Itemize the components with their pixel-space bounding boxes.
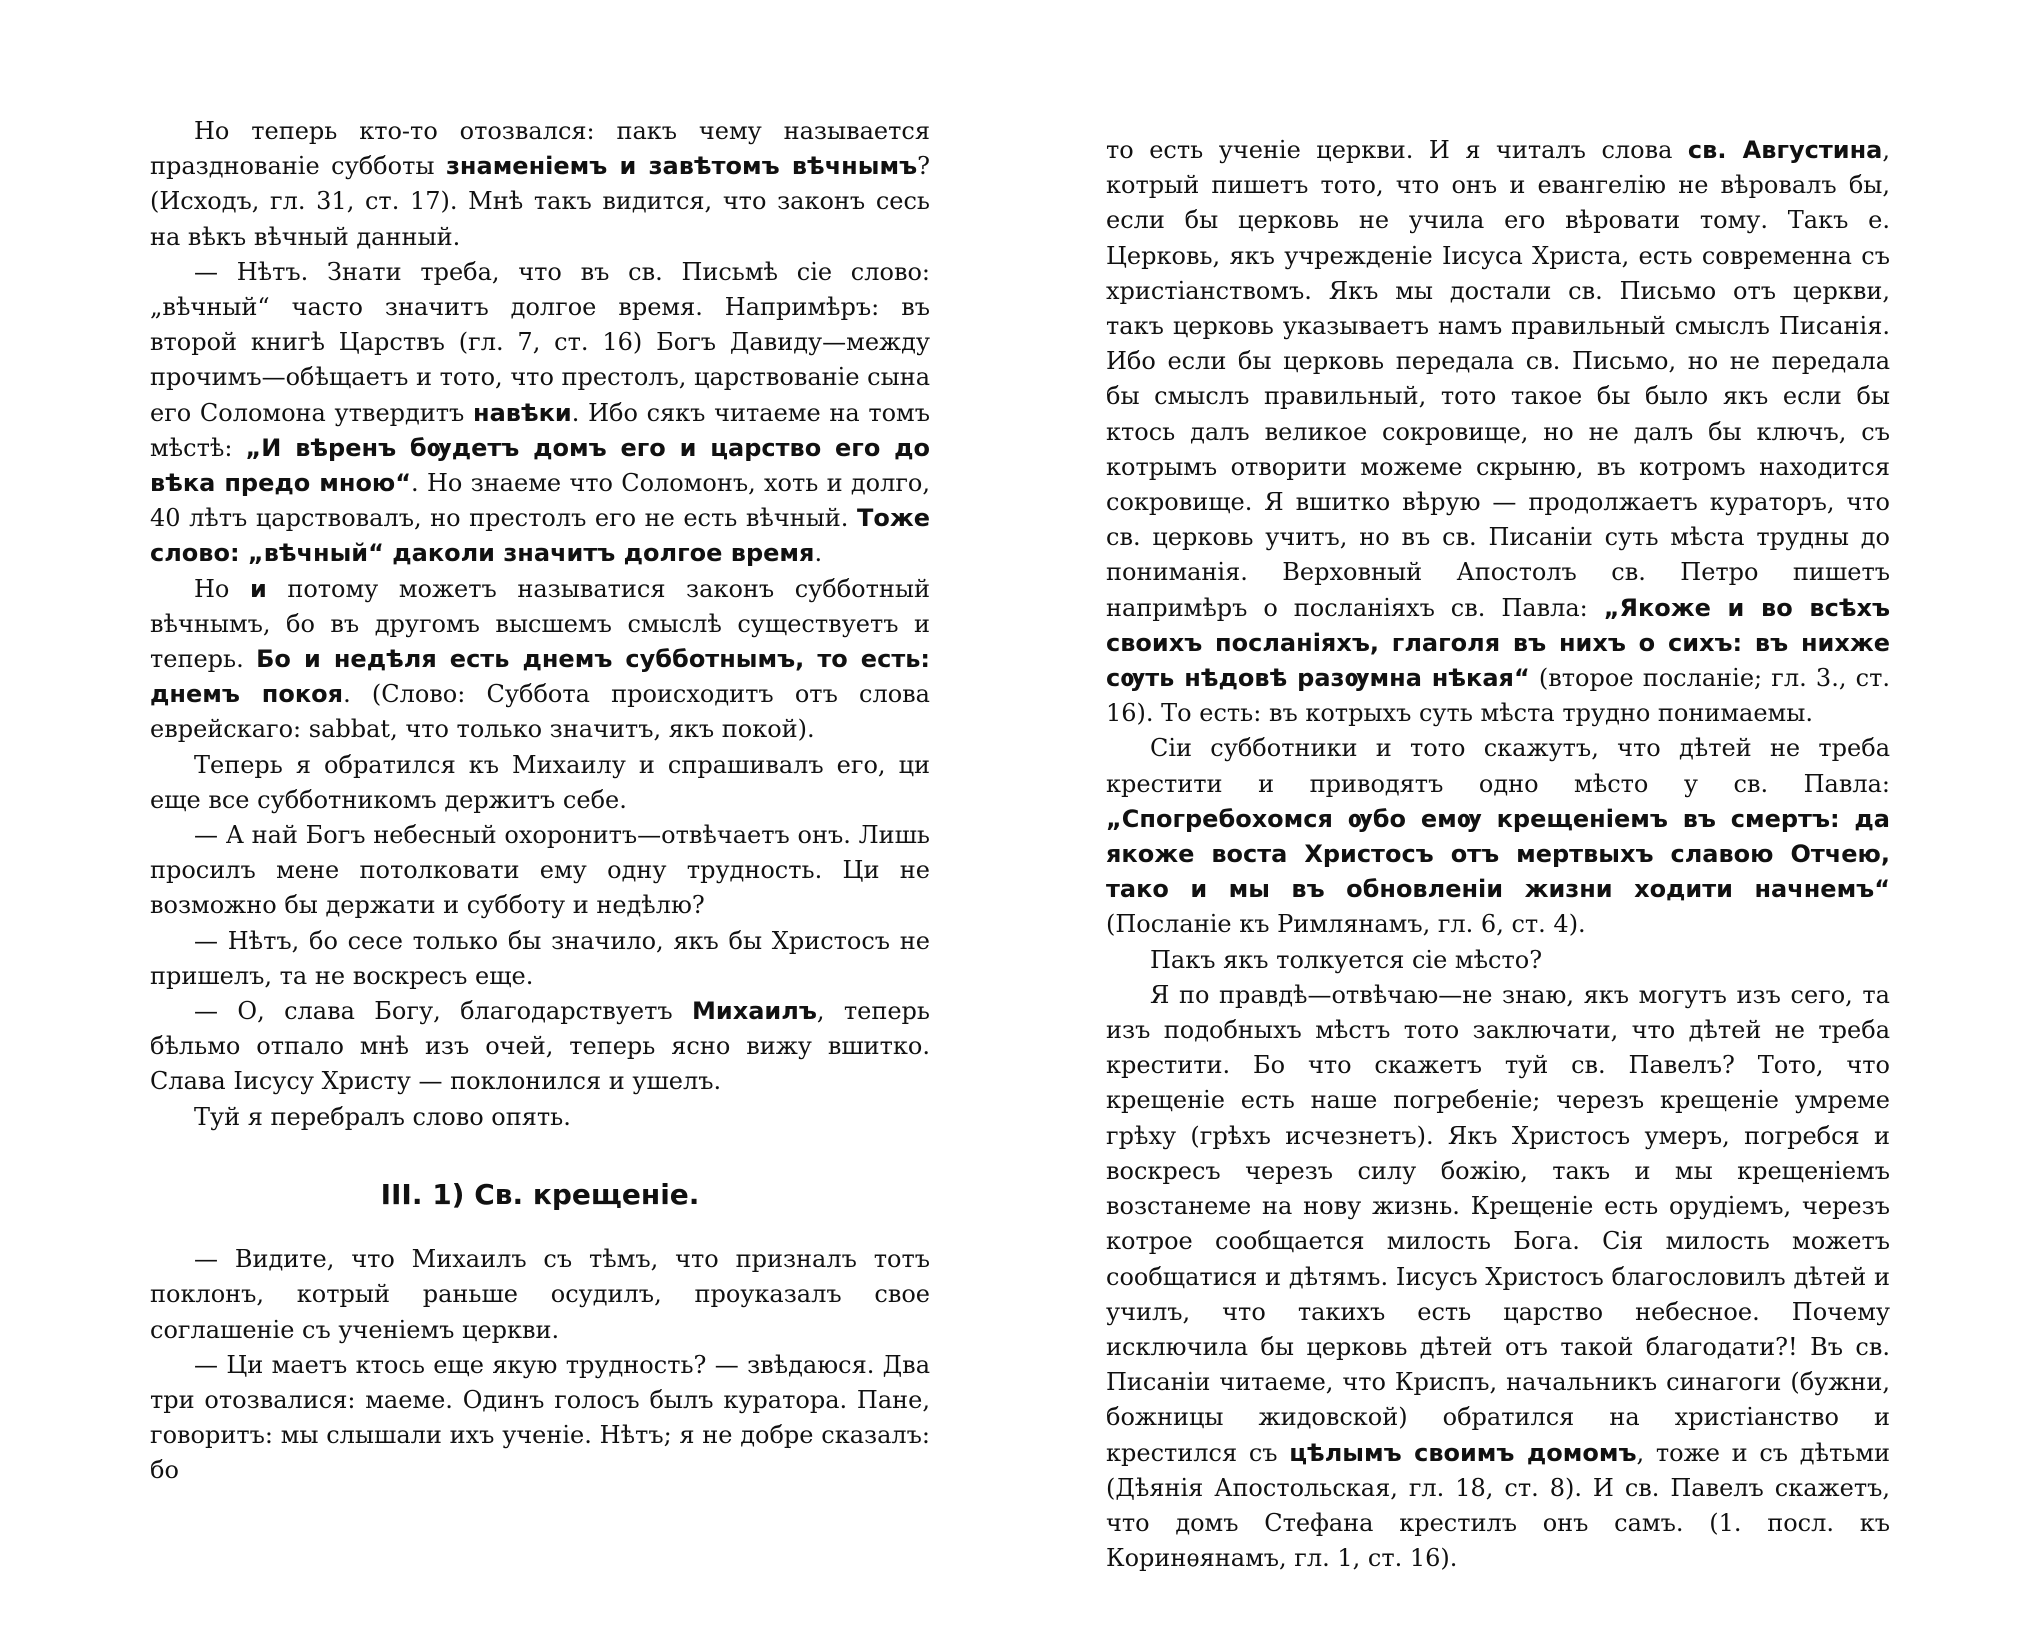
text-run: — Нѣтъ. Знати треба, что въ св. Письмѣ сіе слово: „вѣчный“ часто значитъ долгое время. Напримѣръ: въ второй книгѣ Царствъ (гл. 7, ст. 16) Богъ Давиду—между прочимъ—обѣщаетъ и тото, что престолъ, царствованіе сына его Соломона утвердитъ <box>150 257 930 427</box>
text-run: , теперь бѣльмо отпало мнѣ изъ очей, теперь ясно вижу вшитко. Слава Іисусу Христу — поклонился и ушелъ. <box>150 997 930 1096</box>
bold-text: и <box>249 574 267 603</box>
right-page-body <box>1106 133 1890 1576</box>
text-run: Но <box>194 574 250 603</box>
text-run: (Посланіе къ Римлянамъ, гл. 6, ст. 4). <box>1106 910 1586 939</box>
text-run: то есть ученіе церкви. И я читалъ слова <box>1106 136 1688 164</box>
paragraph <box>150 924 930 994</box>
section-heading: III. 1) Св. крещеніе. <box>380 1177 700 1211</box>
bold-text: цѣлымъ своимъ домомъ <box>1289 1438 1637 1467</box>
text-run: . (Слово: Суббота происходитъ отъ слова еврейскаго: sabbat, что только значитъ, якъ покой). <box>150 680 930 744</box>
left-page <box>150 0 930 1614</box>
text-run: . <box>814 539 823 568</box>
bold-text: св. Августина <box>1687 136 1883 164</box>
text-run: Сіи субботники и тото скажутъ, что дѣтей не треба крестити и приводятъ одно мѣсто у св. Павла: <box>1106 734 1890 798</box>
paragraph <box>150 748 930 818</box>
paragraph <box>150 255 930 572</box>
bold-text: Тоже слово: „вѣчный“ даколи значитъ долгое время <box>150 504 930 568</box>
text-run: потому можетъ называтися законъ субботный вѣчнымъ, бо въ другомъ высшемъ смыслѣ существуетъ и теперь. <box>150 574 930 674</box>
text-run: Туй я перебралъ слово опять. <box>194 1102 571 1131</box>
text-run: — А най Богъ небесный охоронитъ—отвѣчаетъ онъ. Лишь просилъ мене потолковати ему одну трудность. Ци не возможно бы держати и субботу и недѣлю? <box>150 821 930 920</box>
right-page <box>1106 0 1890 1633</box>
text-run: Пакъ якъ толкуется сіе мѣсто? <box>1150 945 1543 974</box>
text-run: . Ибо сякъ читаеме на томъ мѣстѣ: <box>150 398 930 462</box>
left-page-body-after-heading <box>150 1242 930 1488</box>
paragraph <box>150 994 930 1100</box>
text-run: , тоже и съ дѣтьми (Дѣянія Апостольская, гл. 18, ст. 8). И св. Павелъ скажетъ, что домъ Стефана крестилъ онъ самъ. (1. посл. къ Коринѳянамъ, гл. 1, ст. 16). <box>1106 1438 1891 1573</box>
text-run: Но теперь кто-то отозвался: пакъ чему называется празднованіе субботы <box>150 117 930 181</box>
text-run: (второе посланіе; гл. 3., ст. 16). То есть: въ котрыхъ суть мѣста трудно понимаемы. <box>1106 664 1890 728</box>
paragraph <box>150 818 930 924</box>
text-run: — Видите, что Михаилъ съ тѣмъ, что призналъ тотъ поклонъ, котрый раньше осудилъ, проуказалъ свое соглашеніе съ ученіемъ церкви. <box>150 1245 930 1344</box>
text-run: Теперь я обратился къ Михаилу и спрашивалъ его, ци еще все субботникомъ держитъ себе. <box>150 750 930 814</box>
paragraph <box>1106 133 1890 731</box>
bold-text: „Спогребохомся ѹбо емѹ крещеніемъ въ смертъ: да якоже воста Христосъ отъ мертвыхъ славою Отчею, тако и мы въ обновленіи жизни ходити начнемъ“ <box>1106 804 1890 904</box>
bold-text: „И вѣренъ бѹдетъ домъ его и царство его до вѣка предо мною“ <box>150 433 931 498</box>
paragraph <box>1106 978 1890 1576</box>
text-run: — Нѣтъ, бо сесе только бы значило, якъ бы Христосъ не пришелъ, та не воскресъ еще. <box>150 926 930 990</box>
paragraph <box>1106 731 1890 942</box>
text-run: . Но знаеме что Соломонъ, хоть и долго, 40 лѣтъ царствовалъ, но престолъ его не есть вѣчный. <box>150 469 930 533</box>
paragraph <box>150 572 930 748</box>
paragraph <box>150 114 930 255</box>
text-run: Я по правдѣ—отвѣчаю—не знаю, якъ могутъ изъ сего, та изъ подобныхъ мѣстъ тото заключати, что дѣтей не треба крестити. Бо что скажетъ туй св. Павелъ? Тото, что крещеніе есть наше погребеніе; черезъ крещеніе умреме грѣху (грѣхъ исчезнетъ). Якъ Христосъ умеръ, погребся и воскресъ черезъ силу божію, такъ и мы крещеніемъ возстанеме на нову жизнь. Крещеніе есть орудіемъ, черезъ котрое сообщается милость Бога. Сія милость можетъ сообщатися и дѣтямъ. Іисусъ Христосъ благословилъ дѣтей и училъ, что такихъ есть царство небесное. Почему исключила бы церковь дѣтей отъ такой благодати?! Въ св. Писаніи читаеме, что Криспъ, начальникъ синагоги (бужни, божницы жидовской) обратился на христіанство и крестился съ <box>1106 980 1890 1467</box>
paragraph <box>150 1100 930 1135</box>
bold-text: Михаилъ <box>692 997 817 1026</box>
left-page-body <box>150 114 930 1135</box>
paragraph <box>1106 943 1890 978</box>
text-run: ? (Исходъ, гл. 31, ст. 17). Мнѣ такъ видится, что законъ сесь на вѣкъ вѣчный данный. <box>150 152 930 251</box>
text-run: — О, слава Богу, благодарствуетъ <box>194 997 693 1026</box>
bold-text: Бо и недѣля есть днемъ субботнымъ, то есть: днемъ покоя <box>150 645 930 709</box>
bold-text: „Якоже и во всѣхъ своихъ посланіяхъ, глаголя въ нихъ о сихъ: въ нихже сѹть нѣдовѣ разѹмна нѣкая“ <box>1106 593 1890 693</box>
text-run: , котрый пишетъ тото, что онъ и евангелію не вѣровалъ бы, если бы церковь не учила его вѣровати тому. Такъ е. Церковь, якъ учрежденіе Іисуса Христа, есть современна съ христіанствомъ. Якъ мы достали св. Письмо отъ церкви, такъ церковь указываетъ намъ правильный смыслъ Писанія. Ибо если бы церковь передала св. Письмо, но не передала бы смыслъ правильный, тото такое бы было якъ если бы ктось далъ великое сокровище, но не далъ бы ключъ, съ котрымъ отворити можеме скрыню, въ котромъ находится сокровище. Я вшитко вѣрую — продолжаетъ кураторъ, что св. церковь учитъ, но въ св. Писаніи суть мѣста трудны до пониманія. Верховный Апостолъ св. Петро пишетъ напримѣръ о посланіяхъ св. Павла: <box>1106 136 1890 622</box>
bold-text: навѣки <box>473 398 572 427</box>
text-run: — Ци маетъ ктось еще якую трудность? — звѣдаюся. Два три отозвалися: маеме. Одинъ голосъ былъ куратора. Пане, говоритъ: мы слышали ихъ ученіе. Нѣтъ; я не добре сказалъ: бо <box>150 1350 930 1485</box>
bold-text: знаменіемъ и завѣтомъ вѣчнымъ <box>445 152 918 181</box>
paragraph <box>150 1242 930 1348</box>
paragraph <box>150 1348 930 1489</box>
